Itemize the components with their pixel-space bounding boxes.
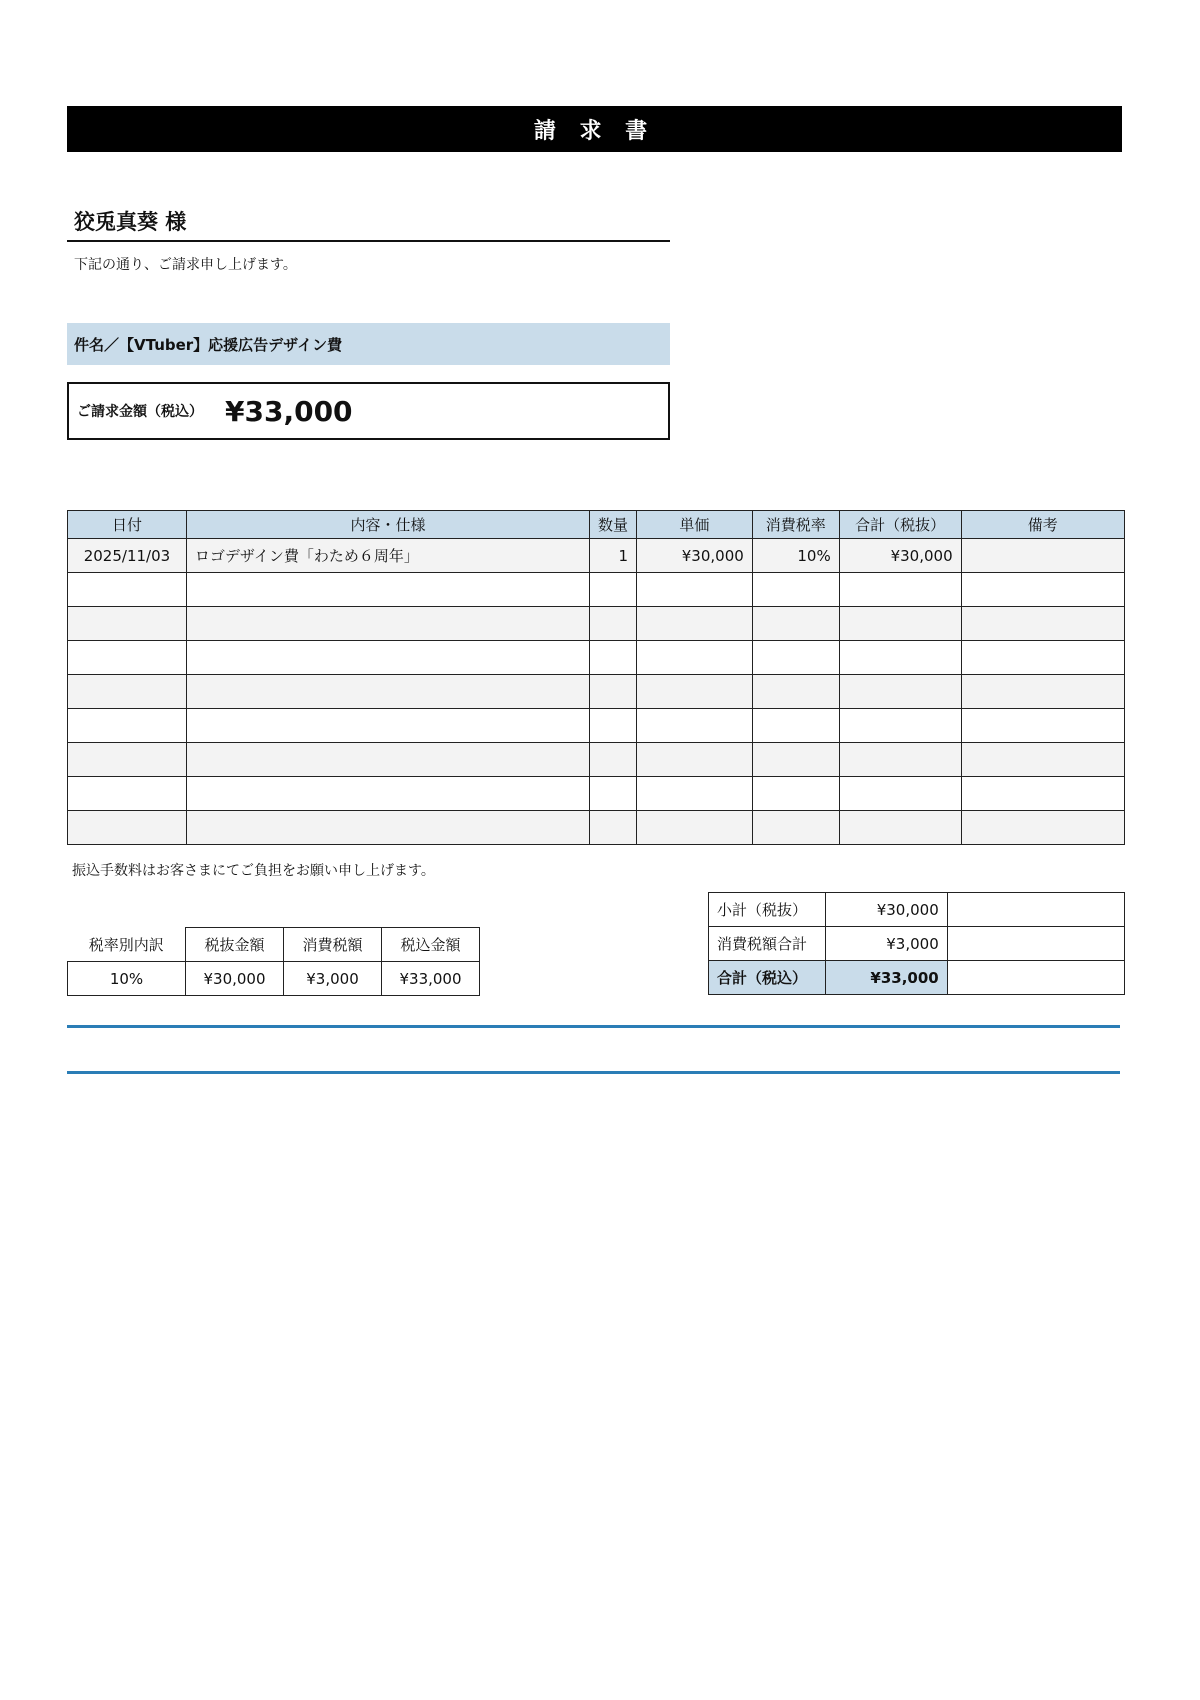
table-row: [68, 675, 1125, 709]
table-row: [68, 777, 1125, 811]
recipient-name: 狡兎真葵 様: [74, 210, 187, 234]
totals-table: [708, 892, 1125, 995]
document-title: 請 求 書: [533, 118, 656, 144]
subtotal-label: 小計（税抜）: [709, 893, 826, 927]
title-bar: [67, 106, 1122, 152]
blue-divider-bottom: [67, 1071, 1120, 1074]
cell-total: ¥30,000: [839, 539, 961, 573]
intro-note: 下記の通り、ご請求申し上げます。: [74, 257, 297, 273]
cell-tax-rate: 10%: [752, 539, 839, 573]
tax-total-label: 消費税額合計: [709, 927, 826, 961]
grand-total-row: [709, 961, 1125, 995]
col-header-remarks: 備考: [961, 511, 1124, 539]
billing-amount-label: ご請求金額（税込）: [77, 404, 203, 420]
grand-total-value: ¥33,000: [825, 961, 947, 995]
blue-divider-top: [67, 1025, 1120, 1028]
tax-total-value: ¥3,000: [825, 927, 947, 961]
items-table: [67, 510, 1125, 845]
table-row: [68, 641, 1125, 675]
transfer-fee-note: 振込手数料はお客さまにてご負担をお願い申し上げます。: [72, 863, 435, 879]
col-header-tax-rate: 消費税率: [752, 511, 839, 539]
grand-total-label: 合計（税込）: [709, 961, 826, 995]
grand-total-blank: [947, 961, 1124, 995]
cell-quantity: 1: [589, 539, 636, 573]
table-row: [68, 539, 1125, 573]
tax-breakdown-excl: ¥30,000: [186, 962, 284, 996]
subject-bar: [67, 323, 670, 365]
tax-breakdown-table: [67, 927, 480, 996]
tax-breakdown-header-row: [68, 928, 480, 962]
tax-breakdown-rate: 10%: [68, 962, 186, 996]
table-row: [68, 607, 1125, 641]
cell-remarks: [961, 539, 1124, 573]
subtotal-value: ¥30,000: [825, 893, 947, 927]
tax-breakdown-incl: ¥33,000: [382, 962, 480, 996]
col-header-unit-price: 単価: [637, 511, 753, 539]
tax-total-blank: [947, 927, 1124, 961]
cell-description: ロゴデザイン費「わため６周年」: [186, 539, 589, 573]
col-header-date: 日付: [68, 511, 187, 539]
items-header-row: [68, 511, 1125, 539]
table-row: [68, 709, 1125, 743]
recipient-underline: [67, 240, 670, 242]
table-row: [68, 573, 1125, 607]
col-header-total: 合計（税抜）: [839, 511, 961, 539]
subtotal-row: [709, 893, 1125, 927]
tax-breakdown-row: [68, 962, 480, 996]
subject-text: 件名／【VTuber】応援広告デザイン費: [74, 335, 343, 354]
tax-breakdown-header-tax: 消費税額: [284, 928, 382, 962]
table-row: [68, 743, 1125, 777]
tax-total-row: [709, 927, 1125, 961]
table-row: [68, 811, 1125, 845]
cell-unit-price: ¥30,000: [637, 539, 753, 573]
tax-breakdown-header-incl: 税込金額: [382, 928, 480, 962]
tax-breakdown-label: 税率別内訳: [88, 935, 164, 954]
tax-breakdown-header-excl: 税抜金額: [186, 928, 284, 962]
subtotal-blank: [947, 893, 1124, 927]
cell-date: 2025/11/03: [68, 539, 187, 573]
col-header-quantity: 数量: [589, 511, 636, 539]
billing-amount-value: ¥33,000: [225, 394, 353, 428]
tax-breakdown-tax: ¥3,000: [284, 962, 382, 996]
billing-amount-box: [67, 382, 670, 440]
col-header-description: 内容・仕様: [186, 511, 589, 539]
